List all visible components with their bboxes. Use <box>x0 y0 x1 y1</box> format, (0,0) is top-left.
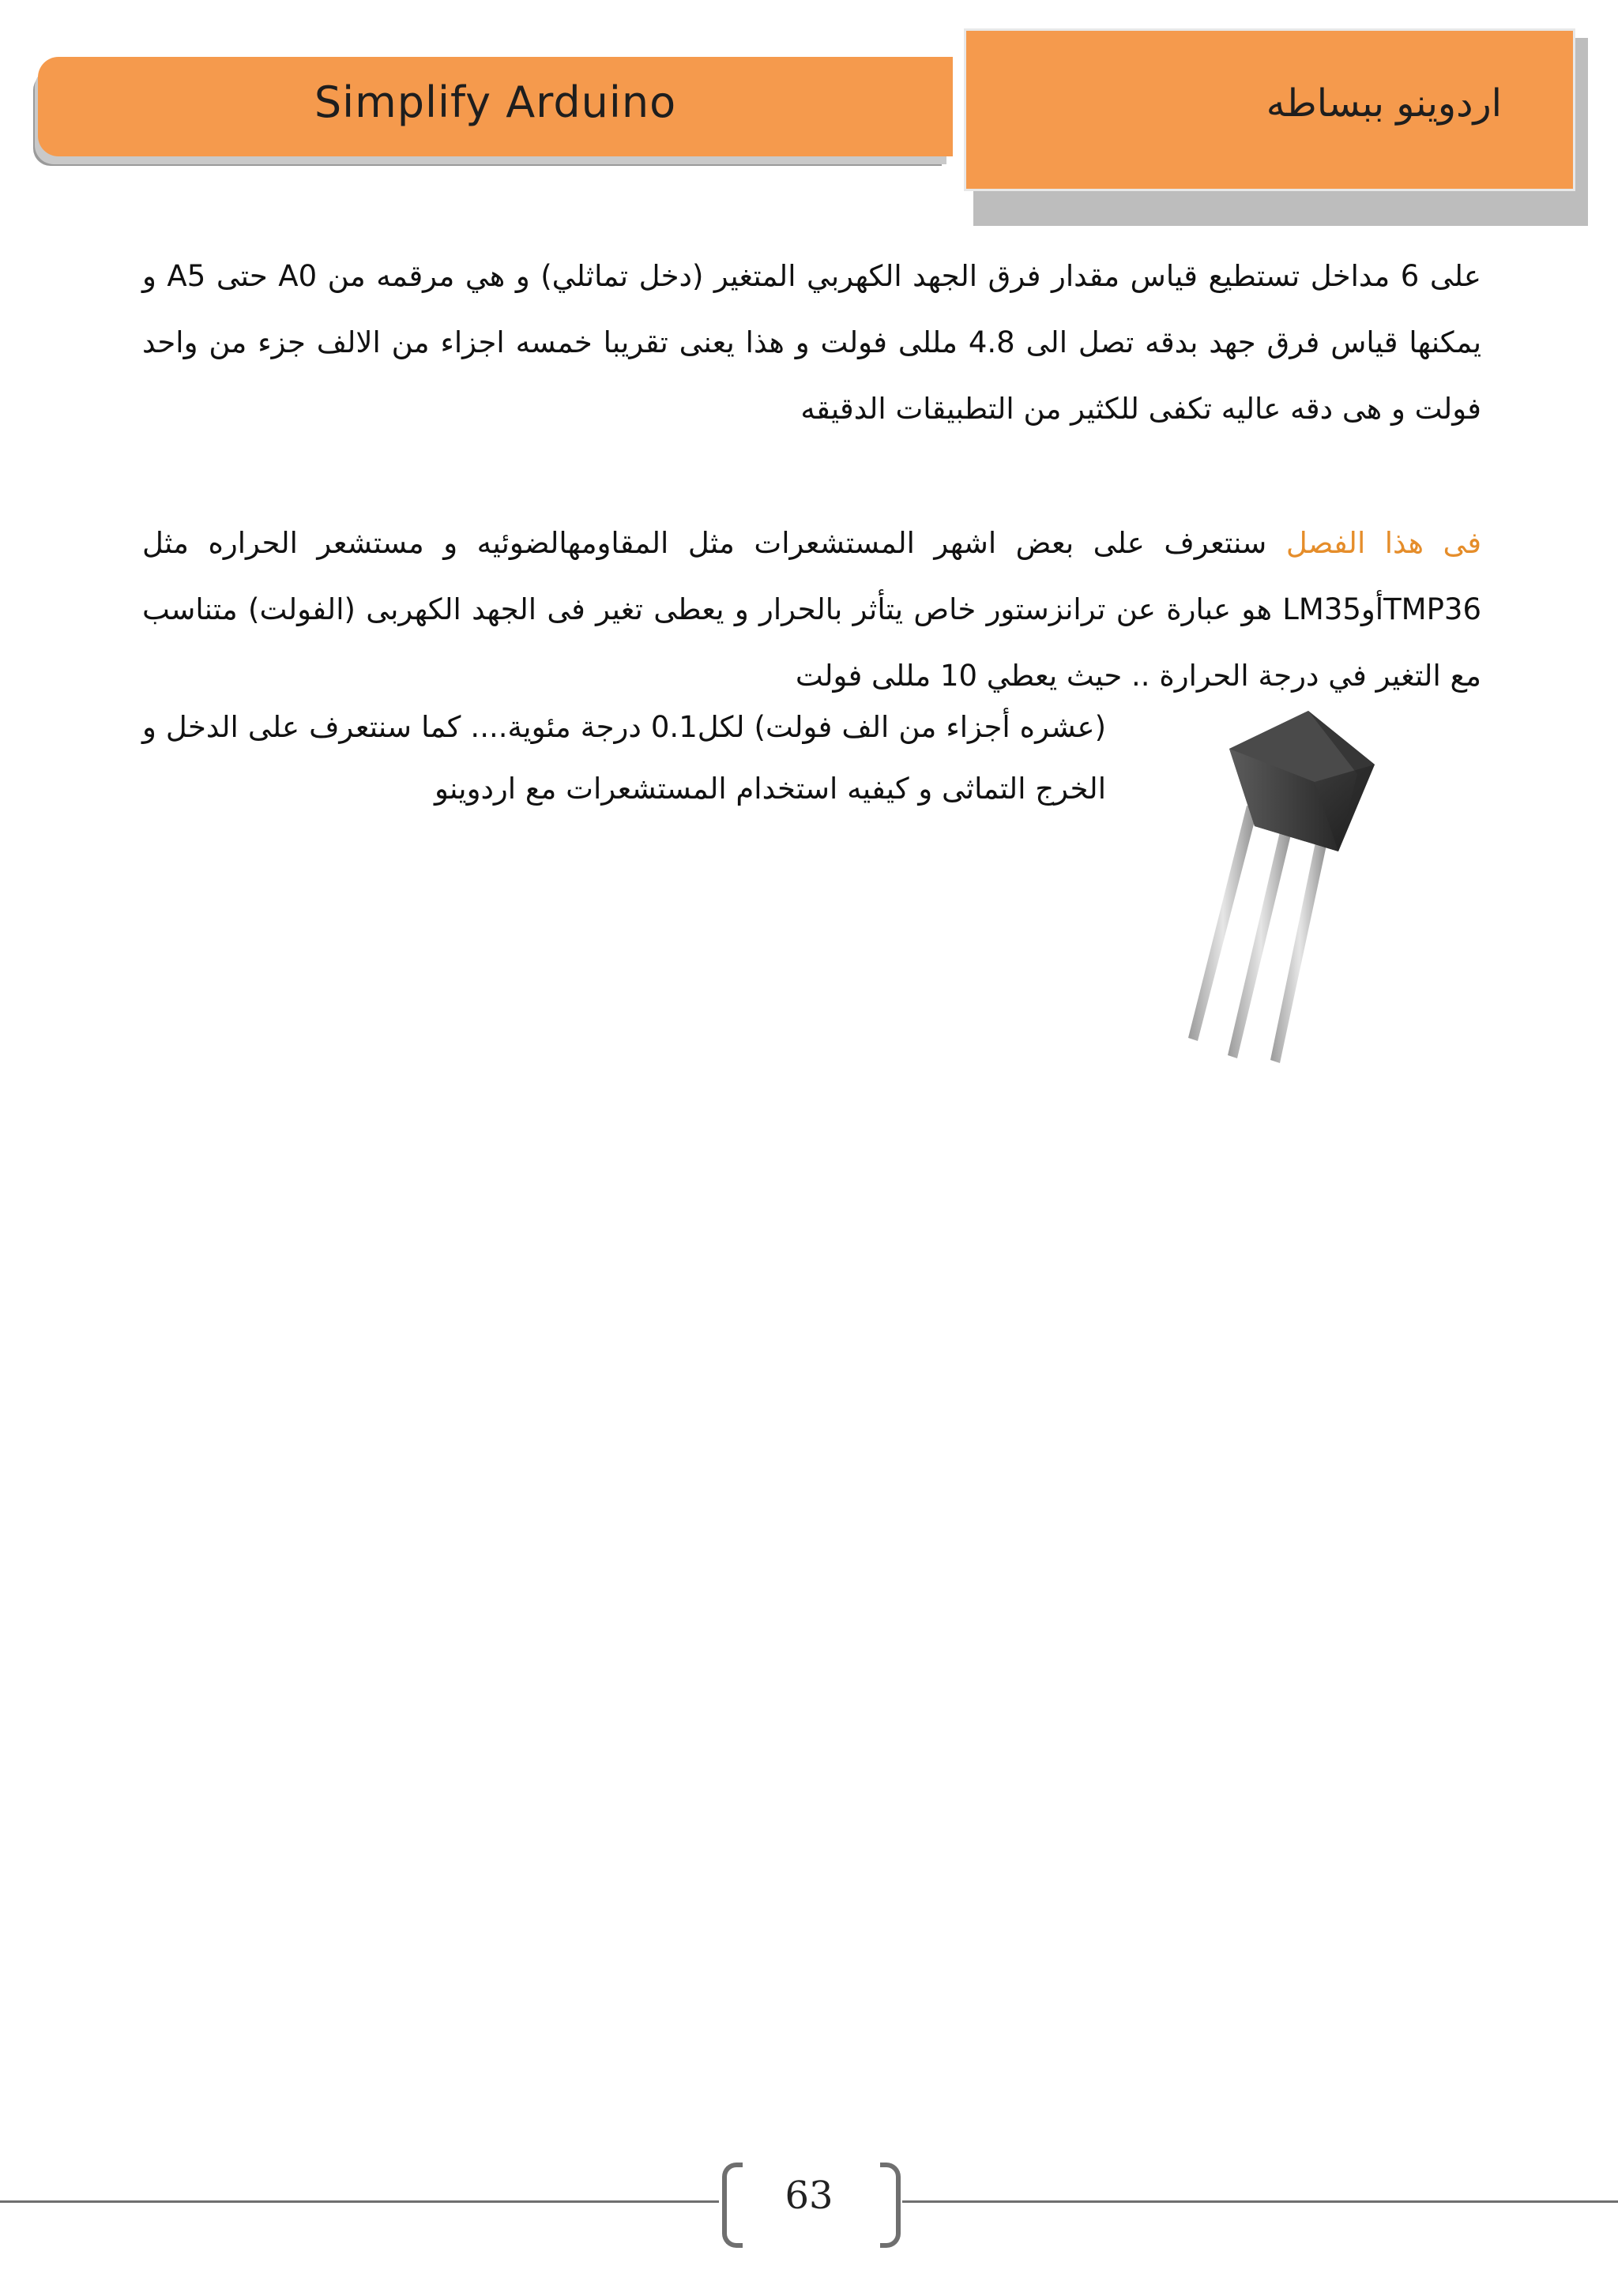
to92-transistor-photo <box>1160 687 1515 1071</box>
header-english-banner <box>38 57 953 156</box>
chapter-intro-text: سنتعرف على بعض اشهر المستشعرات مثل المقاومهالضوئيه و مستشعر الحراره مثل TMP36أوLM35 هو عبارة عن ترانزستور خاص يتأثر بالحرار و يعطى تغير فى الجهد الكهربى (الفولت) متناسب مع التغير في درجة الحرارة .. حيث يعطي 10 مللى فولت <box>142 526 1481 693</box>
transistor-legs <box>1188 806 1329 1063</box>
page-number: 63 <box>785 2174 833 2218</box>
paragraph-analog-inputs: على 6 مداخل تستطيع قياس مقدار فرق الجهد الكهربي المتغير (دخل تماثلي) و هي مرقمه من A0 حتى A5 و يمكنها قياس فرق جهد بدقه تصل الى 4.8 مللى فولت و هذا يعنى تقريبا خمسه اجزاء من الالف جزء من واحد فولت و هى دقه عاليه تكفى للكثير من التطبيقات الدقيقه <box>142 259 1481 426</box>
paragraph-chapter-intro <box>142 510 1481 709</box>
header-arabic-banner <box>964 28 1575 191</box>
chapter-intro-highlight: فى هذا الفصل <box>1285 526 1482 560</box>
footer-rule-right <box>902 2200 1618 2203</box>
paragraph-sensor-resolution: (عشره أجزاء من الف فولت) لكل0.1 درجة مئوية.... كما سنتعرف على الدخل و الخرج التماثى و كيفيه استخدام المستشعرات مع اردوينو <box>142 710 1107 806</box>
page-number-bracket-left <box>722 2163 743 2248</box>
header-english-title: Simplify Arduino <box>314 77 677 127</box>
page-number-bracket-right <box>880 2163 901 2248</box>
header-arabic-title: اردوينو ببساطه <box>1266 81 1502 126</box>
footer-rule-left <box>0 2200 719 2203</box>
